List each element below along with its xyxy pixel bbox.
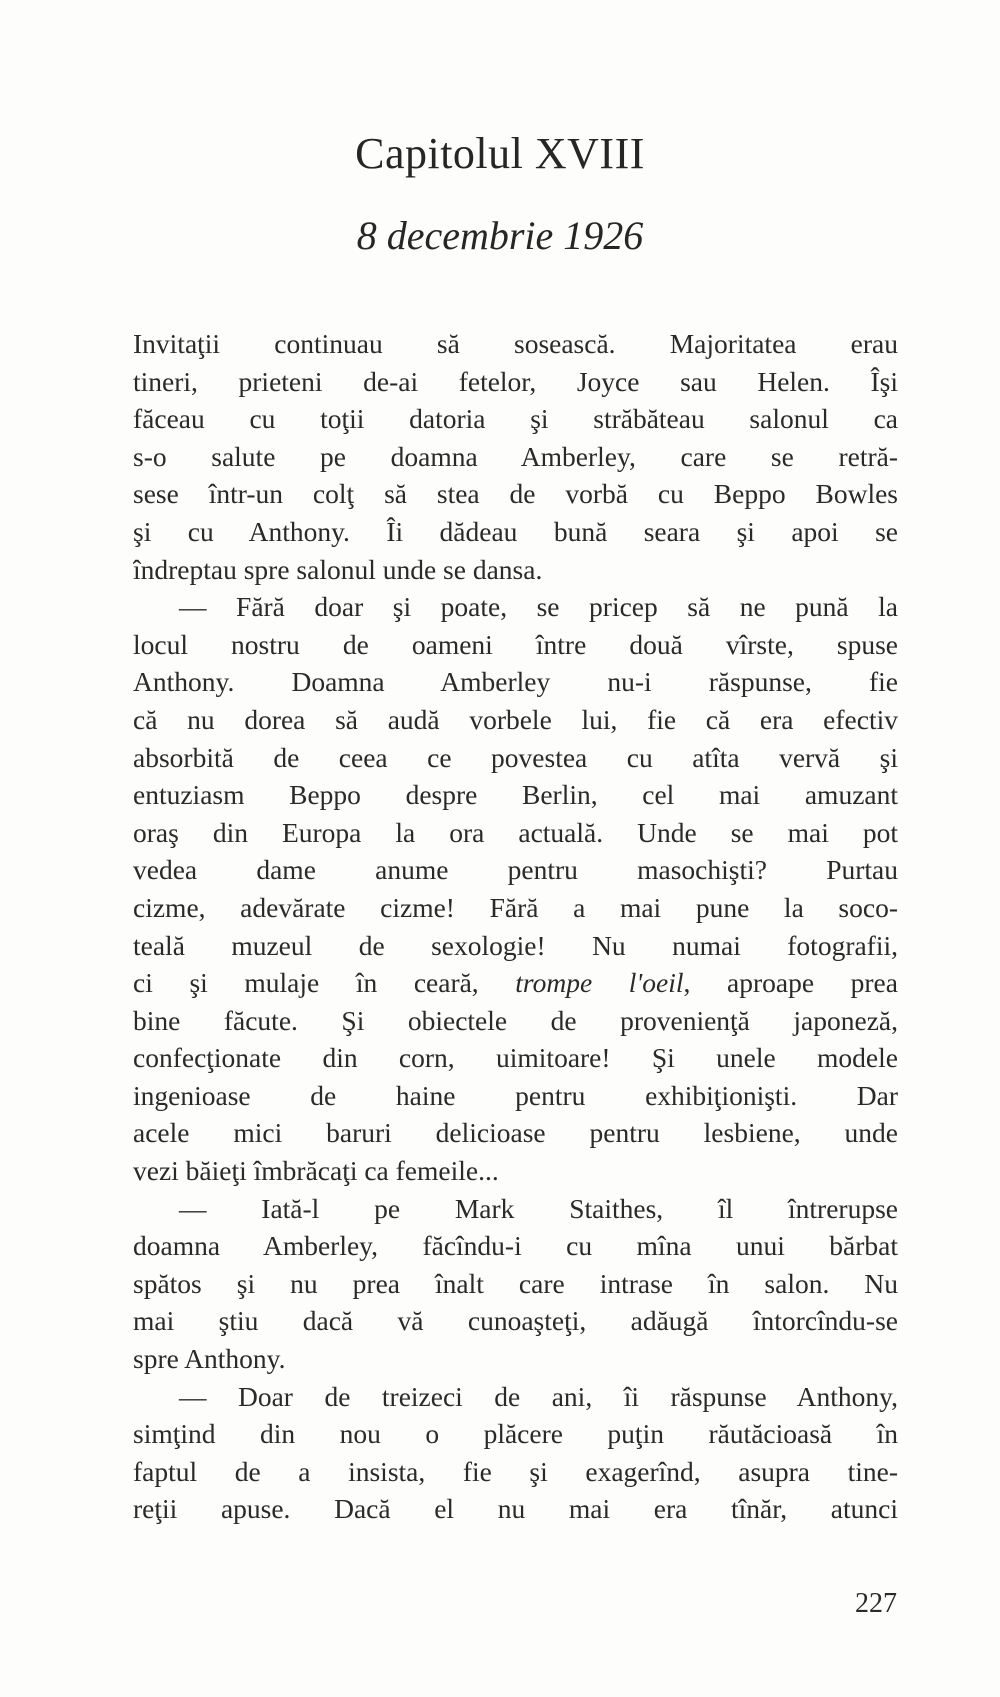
text-line: vezi băieţi îmbrăcaţi ca femeile... — [133, 1155, 499, 1187]
text-line: — Iată-l pe Mark Staithes, îl întrerupse — [179, 1192, 898, 1224]
text-line: acele mici baruri delicioase pentru lesbiene, unde — [133, 1117, 898, 1149]
text-line: locul nostru de oameni între două vîrste, spuse — [133, 628, 898, 660]
text-line: ingenioase de haine pentru exhibiţionişti. Dar — [133, 1079, 898, 1111]
text-line: simţind din nou o plăcere puţin răutăcioasă în — [133, 1418, 898, 1450]
body-text — [133, 325, 898, 1528]
text-line: oraş din Europa la ora actuală. Unde se mai pot — [133, 816, 898, 848]
italic-phrase: trompe l'oeil — [515, 967, 684, 999]
text-line: reţii apuse. Dacă el nu mai era tînăr, atunci — [133, 1493, 898, 1525]
text-line: ci şi mulaje în ceară, trompe l'oeil, aproape prea — [133, 967, 898, 999]
chapter-title: Capitolul XVIII — [355, 129, 645, 178]
text-line: spătos şi nu prea înalt care intrase în salon. Nu — [133, 1267, 898, 1299]
page-number: 227 — [855, 1588, 897, 1619]
text-line: spre Anthony. — [133, 1343, 286, 1375]
paragraph-4 — [133, 1378, 898, 1528]
paragraph-2 — [133, 588, 898, 1190]
text-line: teală muzeul de sexologie! Nu numai fotografii, — [133, 929, 898, 961]
text-line: absorbită de ceea ce povestea cu atîta vervă şi — [133, 741, 898, 773]
text-line: bine făcute. Şi obiectele de provenienţă japoneză, — [133, 1004, 898, 1036]
text-line: mai ştiu dacă vă cunoaşteţi, adăugă întorcîndu-se — [133, 1305, 898, 1337]
text-line: Invitaţii continuau să sosească. Majoritatea erau — [133, 328, 898, 359]
text-line: vedea dame anume pentru masochişti? Purtau — [133, 854, 898, 886]
text-line: că nu dorea să audă vorbele lui, fie că era efectiv — [133, 703, 898, 735]
text-line: entuziasm Beppo despre Berlin, cel mai amuzant — [133, 779, 898, 811]
text-line: confecţionate din corn, uimitoare! Şi unele modele — [133, 1042, 898, 1074]
text-line: făceau cu toţii datoria şi străbăteau salonul ca — [133, 403, 898, 435]
chapter-date: 8 decembrie 1926 — [356, 213, 644, 258]
text-line: faptul de a insista, fie şi exagerînd, asupra tine- — [133, 1455, 898, 1487]
text-line: cizme, adevărate cizme! Fără a mai pune la soco- — [133, 891, 898, 923]
text-line: s-o salute pe doamna Amberley, care se retră- — [133, 440, 898, 472]
text-line: doamna Amberley, făcîndu-i cu mîna unui bărbat — [133, 1230, 898, 1262]
text-line: — Doar de treizeci de ani, îi răspunse Anthony, — [179, 1380, 898, 1412]
text-line: Anthony. Doamna Amberley nu-i răspunse, fie — [133, 666, 898, 698]
text-line: sese într-un colţ să stea de vorbă cu Beppo Bowles — [133, 478, 898, 510]
paragraph-1 — [133, 325, 898, 588]
text-line: îndreptau spre salonul unde se dansa. — [133, 553, 543, 585]
text-line: şi cu Anthony. Îi dădeau bună seara şi apoi se — [133, 515, 898, 547]
text-line: tineri, prieteni de-ai fetelor, Joyce sau Helen. Îşi — [133, 365, 898, 397]
paragraph-3 — [133, 1190, 898, 1378]
text-line: — Fără doar şi poate, se pricep să ne pună la — [179, 591, 898, 623]
